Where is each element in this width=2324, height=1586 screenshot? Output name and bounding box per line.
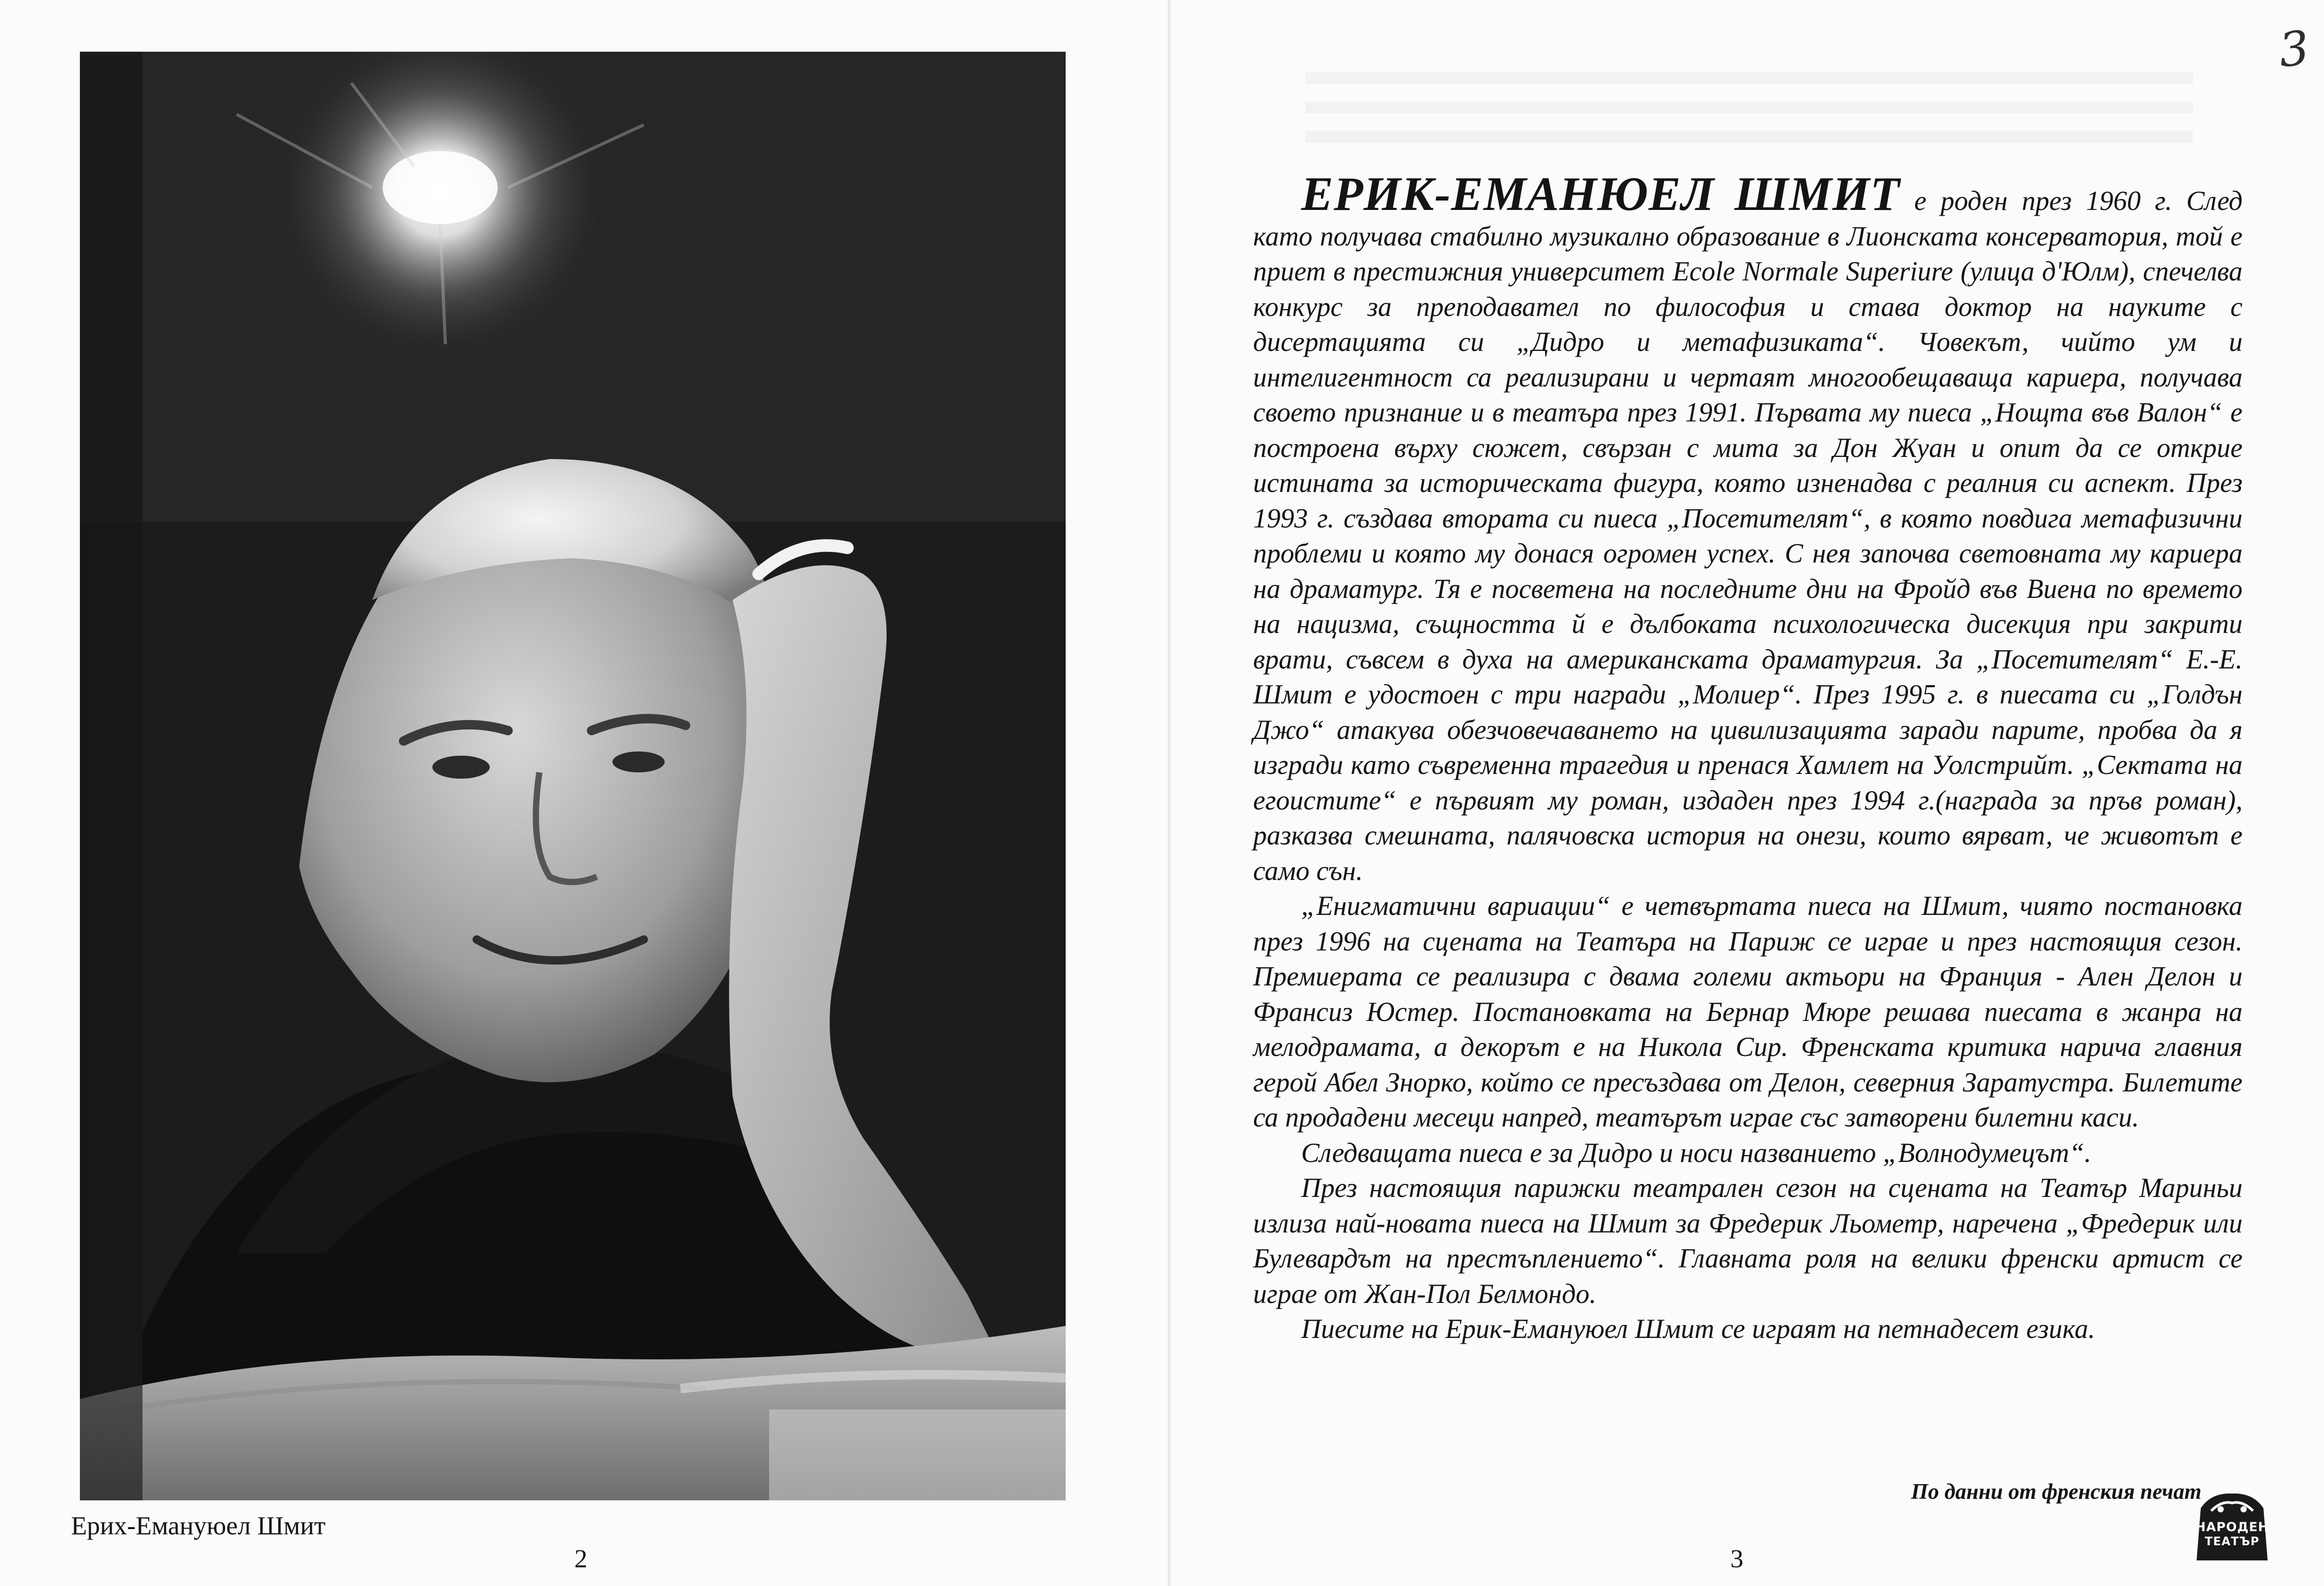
theatre-stamp bbox=[2190, 1487, 2274, 1566]
author-portrait-photo bbox=[80, 52, 1066, 1500]
article-body bbox=[1253, 167, 2243, 1347]
right-page bbox=[1170, 0, 2324, 1586]
stamp-text-line2: ТЕАТЪР bbox=[2204, 1535, 2260, 1548]
page-number-right: 3 bbox=[1730, 1544, 1743, 1573]
article-paragraph-2: „Енигматични вариации“ е четвъртата пиеса на Шмит, чиято постановка през 1996 на сцената на Театъра на Париж се играе и през настоящия сезон. Премиерата се реализира с двама големи актьори на Франция - Ален Делон и Франсиз Юстер. Постановката на Бернар Мюре решава пиесата в жанра на мелодрамата, а декорът е на Никола Сир. Френската критика нарича главния герой Абел Знорко, който се пресъздава от Делон, северния Заратустра. Билетите са продадени месеци напред, театърът играе със затворени билетни каси. bbox=[1253, 891, 2243, 1133]
portrait-illustration bbox=[80, 52, 1066, 1500]
article-paragraph-3: Следващата пиеса е за Дидро и носи названието „Волнодумецът“. bbox=[1301, 1137, 2092, 1168]
article-paragraph-4: През настоящия парижки театрален сезон на сцената на Театър Мариньи излиза най-новата пиеса на Шмит за Фредерик Льометр, наречена „Фредерик или Булевардът на престъплението“. Главната роля на велики френски артист се играе от Жан-Пол Белмондо. bbox=[1253, 1173, 2243, 1309]
faded-bleedthrough bbox=[1305, 55, 2193, 154]
paragraph-1-text: е роден през 1960 г. След като получава стабилно музикално образование в Лионската консерватория, той е приет в престижния университет Ecole Normale Superiure (улица д'Юлм), спечелва конкурс за преподавател по философия и става доктор на науките с дисертацията си „Дидро и метафизиката“. Човекът, чийто ум и интелигентност са реализирани и чертаят многообещаваща кариера, получава своето признание и в театъра през 1991. Първата му пиеса „Нощта във Валон“ е построена върху сюжет, свързан с мита за Дон Жуан и опит да се открие истината за историческата фигура, която изненадва с реалния си аспект. През 1993 г. създава втората си пиеса „Посетителят“, в която повдига метафизични проблеми и която му донася огромен успех. С нея започва световната му кариера на драматург. Тя е посветена на последните дни на Фройд във Виена по времето на нацизма, същността й е дълбоката психологическа дисекция при закрити врати, съвсем в духа на американската драматургия. За „Посетителят“ Е.-Е. Шмит е удостоен с три награди „Молиер“. През 1995 г. в пиесата си „Голдън Джо“ атакува обезчовечаването на цивилизацията заради парите, пробва да я изгради като съвременна трагедия и пренася Хамлет на Уолстрийт. „Сектата на егоистите“ е първият му роман, издаден през 1994 г.(награда за пръв роман), разказва смешната, палячовска история на онези, които вярват, че животът е само сън. bbox=[1253, 186, 2243, 886]
source-attribution: По данни от френския печат bbox=[1911, 1480, 2202, 1504]
author-name-heading: ЕРИК-ЕМАНЮЕЛ ШМИТ bbox=[1301, 167, 1901, 220]
photo-caption: Ерих-Емануюел Шмит bbox=[71, 1511, 326, 1540]
page-number-left: 2 bbox=[574, 1544, 587, 1573]
article-paragraph-5: Пиесите на Ерик-Емануюел Шмит се играят на петнадесет езика. bbox=[1301, 1314, 2095, 1344]
stamp-text-line1: НАРОДЕН bbox=[2195, 1520, 2269, 1534]
article-paragraph-1 bbox=[1253, 167, 2243, 889]
handwritten-page-mark: 3 bbox=[2276, 20, 2312, 78]
